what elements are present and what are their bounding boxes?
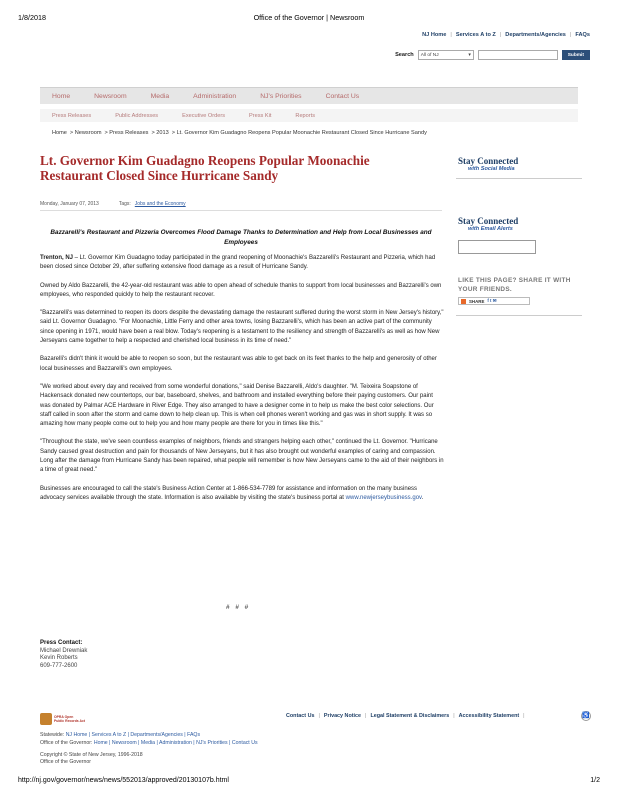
paragraph: Bazarelli's didn't think it would be able to reopen so soon, but the restaurant was able to get back on its feet thanks to the help and generosity of other local businesses and Bazzarelli's own employees.	[40, 356, 437, 372]
footer-privacy-link[interactable]: Privacy Notice	[323, 713, 362, 719]
press-contact-label: Press Contact:	[40, 640, 83, 646]
social-media-widget	[458, 156, 518, 172]
opra-logo[interactable]: OPRA Open Public Records Act	[40, 712, 98, 726]
print-url: http://nj.gov/governor/news/news/552013/approved/20130107b.html	[18, 777, 229, 784]
utility-nav: NJ Home | Services A to Z | Departments/Agencies | FAQs	[422, 32, 590, 38]
paragraph: Businesses are encouraged to call the state's Business Action Center at 1-866-534-7789 for assistance and information on the many business advocacy services available through the state. Information is also available by visiting the state's business portal at www.newjerseybusiness.gov.	[40, 485, 424, 501]
article-body	[40, 254, 444, 512]
office-links[interactable]: Home | Newsroom | Media | Administration | NJ's Priorities | Contact Us	[93, 740, 258, 746]
article-meta	[40, 201, 186, 207]
divider	[40, 210, 442, 211]
breadcrumb-year[interactable]: > 2013	[151, 130, 169, 136]
stay-connected-heading: Stay Connected	[458, 156, 519, 166]
email-alerts-widget	[458, 216, 536, 254]
paragraph: "We worked about every day and received from some wonderful donations," said Denise Bazzarelli, Aldo's daughter. "M. Teixeira Soapstone of Hackensack donated new countertops, our bar, baseboard, shelves, and bathroom and installed everything before their paying customers. Our paint was donated by Palmar ACE Hardware in River Edge. They also arranged to have a designer come in to help us make the best color selections. Our staff called in soon after the storm and came down to help clean up. This is when cell phones weren't working and gas was in short supply. It was so amazing how many people come out to help you and how many people are there for you in times like this."	[40, 383, 434, 428]
nav-priorities[interactable]: NJ's Priorities	[260, 92, 302, 100]
dateline: Trenton, NJ	[40, 255, 74, 261]
footer-links: Contact Us | Privacy Notice | Legal Statement & Disclaimers | Accessibility Statement |	[286, 713, 525, 719]
print-page-number: 1/2	[590, 777, 600, 784]
subnav-press-releases[interactable]: Press Releases	[52, 112, 92, 119]
press-contact-phone: 609-777-2600	[40, 662, 78, 669]
nav-media[interactable]: Media	[150, 92, 170, 100]
office-label: Office of the Governor:	[40, 740, 93, 746]
main-nav	[40, 87, 578, 104]
opra-icon	[40, 713, 52, 725]
divider	[456, 315, 582, 316]
email-alerts-link[interactable]: with Email Alerts	[468, 226, 513, 232]
search-submit-button[interactable]: Submit	[562, 50, 590, 60]
util-link-services[interactable]: Services A to Z	[455, 32, 496, 38]
paragraph: "Bazzarelli's was determined to reopen its doors despite the devastating damage the restaurant suffered during the worst storm in New Jersey's history," said Lt. Governor Guadagno. "For Moonachie, Little Ferry and other area towns, losing Bazzarelli's, which has been an active part of the community since opening in 1971, would have been a real blow. Today's reopening is a testament to the resiliency and strength of Bazzarelli's as well as how New Jerseyans came together to help a respected and cherished local business in its time of need."	[40, 310, 444, 345]
sub-nav	[40, 109, 578, 122]
nav-newsroom[interactable]: Newsroom	[94, 92, 127, 100]
paragraph: Trenton, NJ – Lt. Governor Kim Guadagno today participated in the grand reopening of Moonachie's Bazzarelli's Restaurant and Pizzeria, which had been closed since October 29, after suffering extensive flood damage as a result of Hurricane Sandy.	[40, 255, 436, 271]
tag-link[interactable]: Jobs and the Economy	[134, 201, 186, 207]
divider	[456, 178, 582, 179]
press-contact	[40, 640, 87, 670]
stay-connected-heading: Stay Connected	[458, 216, 519, 226]
copyright: Copyright © State of New Jersey, 1996-2018 Office of the Governor	[40, 752, 143, 765]
press-contact-name: Kevin Roberts	[40, 655, 78, 662]
subnav-public-addresses[interactable]: Public Addresses	[115, 112, 159, 119]
article-subhead: Bazzarelli's Restaurant and Pizzeria Overcomes Flood Damage Thanks to Determination and Help from Local Businesses and Employees	[50, 229, 432, 246]
search-input[interactable]	[478, 50, 558, 60]
end-mark: # # #	[226, 604, 251, 611]
util-link-faqs[interactable]: FAQs	[575, 32, 590, 38]
footer-nav	[40, 731, 258, 747]
email-input[interactable]	[458, 240, 536, 254]
paragraph: Owned by Aldo Bazzarelli, the 42-year-old restaurant was able to open ahead of schedule thanks to support from local businesses and Bazzarelli's own employees, who responded quickly to help the restaurant recover.	[40, 282, 442, 298]
footer-legal-link[interactable]: Legal Statement & Disclaimers	[370, 713, 450, 719]
search-label: Search	[395, 52, 414, 58]
share-icon	[461, 299, 466, 304]
util-link-departments[interactable]: Departments/Agencies	[505, 32, 566, 38]
breadcrumb-newsroom[interactable]: > Newsroom	[69, 130, 102, 136]
paragraph: "Throughout the state, we've seen countless examples of neighbors, friends and strangers helping each other," continued the Lt. Governor. "Hurricane Sandy caused great destruction and pain for thousands of New Jerseyans, but it has also brought out wonderful examples of caring and compassion. Long after the damage from Hurricane Sandy has been repaired, what people will remember is how New Jerseyans came to the aid of their neighbors in a time of great need."	[40, 439, 444, 474]
press-contact-name: Michael Drewniak	[40, 647, 88, 654]
print-footer	[18, 777, 600, 784]
breadcrumb-current: > Lt. Governor Kim Guadagno Reopens Popular Moonachie Restaurant Closed Since Hurricane Sandy	[171, 130, 427, 136]
footer-contact-link[interactable]: Contact Us	[286, 713, 315, 719]
subnav-executive-orders[interactable]: Executive Orders	[182, 112, 226, 119]
breadcrumb-home[interactable]: Home	[52, 130, 67, 136]
nav-administration[interactable]: Administration	[193, 92, 237, 100]
footer-accessibility-link[interactable]: Accessibility Statement	[458, 713, 520, 719]
nav-contact[interactable]: Contact Us	[325, 92, 360, 100]
breadcrumb-press-releases[interactable]: > Press Releases	[104, 130, 149, 136]
subnav-press-kit[interactable]: Press Kit	[249, 112, 272, 119]
print-date: 1/8/2018	[18, 13, 46, 22]
business-portal-link[interactable]: www.newjerseybusiness.gov	[345, 494, 422, 501]
search-bar	[395, 50, 590, 60]
share-prompt: LIKE THIS PAGE? SHARE IT WITH YOUR FRIENDS.	[458, 277, 571, 293]
tags-label: Tags:	[118, 201, 131, 207]
chevron-down-icon: ▾	[468, 52, 471, 58]
nav-home[interactable]: Home	[52, 92, 71, 100]
accessibility-icon[interactable]: ♿	[582, 713, 590, 719]
social-icons: f t ✉	[487, 298, 497, 303]
share-button[interactable]: SHARE f t ✉	[458, 297, 530, 305]
statewide-label: Statewide:	[40, 732, 65, 738]
breadcrumb	[52, 130, 427, 136]
article-date: Monday, January 07, 2013	[40, 201, 99, 207]
print-title: Office of the Governor | Newsroom	[253, 13, 365, 22]
search-scope-select[interactable]: All of NJ ▾	[418, 50, 474, 60]
social-media-link[interactable]: with Social Media	[468, 166, 515, 172]
page-title: Lt. Governor Kim Guadagno Reopens Popular Moonachie Restaurant Closed Since Hurricane Sandy	[40, 153, 370, 183]
statewide-links[interactable]: NJ Home | Services A to Z | Departments/Agencies | FAQs	[65, 732, 201, 738]
util-link-nj-home[interactable]: NJ Home	[422, 32, 447, 38]
subnav-reports[interactable]: Reports	[295, 112, 315, 119]
